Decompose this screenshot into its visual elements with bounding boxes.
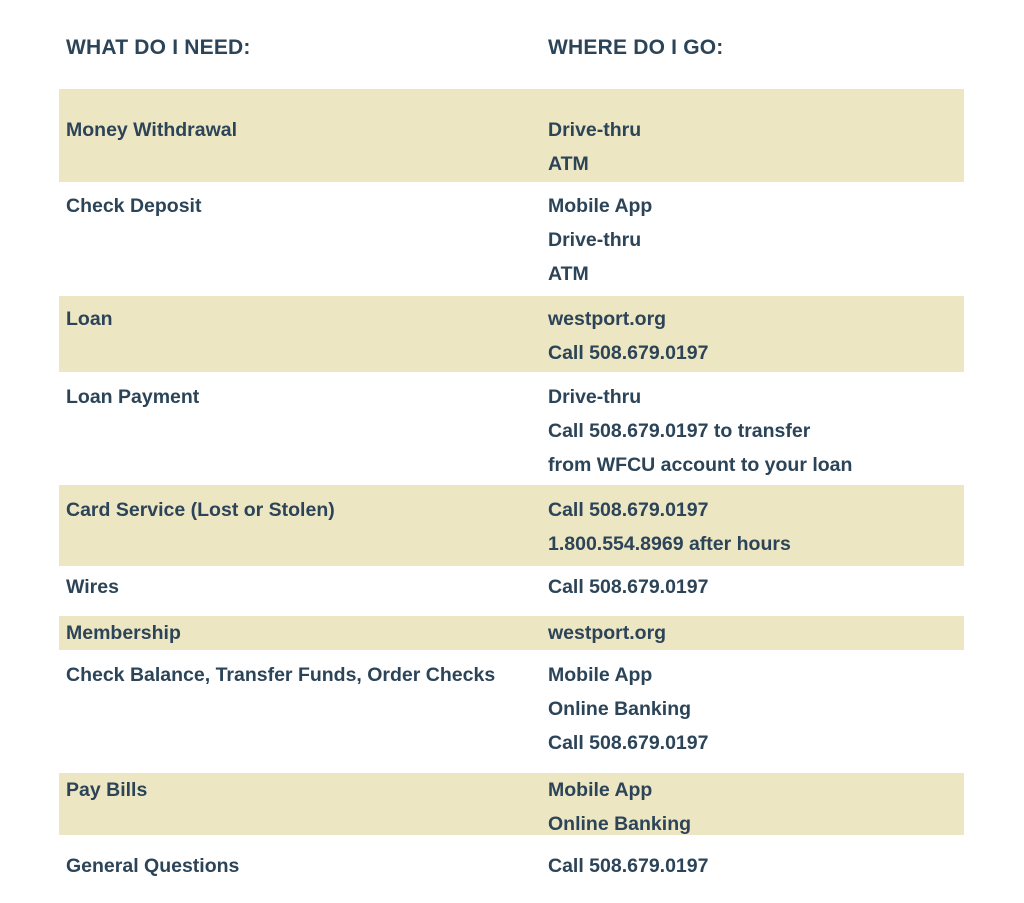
table-row	[59, 566, 964, 616]
need-cell: Loan Payment	[66, 386, 200, 408]
need-cell: Check Deposit	[66, 195, 202, 217]
go-line: Drive-thru	[548, 119, 642, 141]
go-cell	[548, 773, 964, 841]
go-line: Call 508.679.0197	[548, 342, 709, 364]
need-cell: Check Balance, Transfer Funds, Order Checks	[66, 664, 496, 686]
go-line: Call 508.679.0197	[548, 499, 709, 521]
table-row	[59, 773, 964, 835]
go-line: Mobile App	[548, 779, 653, 801]
go-line: Call 508.679.0197	[548, 576, 709, 598]
go-cell	[548, 113, 964, 181]
need-cell: Membership	[66, 622, 181, 644]
table-row	[59, 650, 964, 773]
go-cell	[548, 616, 964, 650]
go-cell	[548, 570, 964, 604]
table-row	[59, 296, 964, 372]
go-line: Online Banking	[548, 813, 692, 835]
go-line: ATM	[548, 263, 589, 285]
go-cell	[548, 493, 964, 561]
need-cell: Money Withdrawal	[66, 119, 238, 141]
go-line: Call 508.679.0197 to transfer	[548, 420, 811, 442]
table-row	[59, 616, 964, 650]
need-cell: Wires	[66, 576, 119, 598]
go-line: Mobile App	[548, 195, 653, 217]
go-line: Mobile App	[548, 664, 653, 686]
go-column-heading: WHERE DO I GO:	[548, 36, 724, 59]
table-row	[59, 89, 964, 182]
go-cell	[548, 849, 964, 883]
go-line: Drive-thru	[548, 229, 642, 251]
go-line: westport.org	[548, 308, 667, 330]
go-line: ATM	[548, 153, 589, 175]
services-table	[59, 89, 964, 883]
go-line: westport.org	[548, 622, 667, 644]
go-cell	[548, 380, 964, 482]
table-row	[59, 485, 964, 566]
go-line: Call 508.679.0197	[548, 855, 709, 877]
need-cell: Card Service (Lost or Stolen)	[66, 499, 335, 521]
table-row	[59, 835, 964, 883]
table-row	[59, 182, 964, 296]
go-cell	[548, 302, 964, 370]
go-line: Drive-thru	[548, 386, 642, 408]
go-line: from WFCU account to your loan	[548, 454, 853, 476]
go-cell	[548, 658, 964, 760]
need-column-heading: WHAT DO I NEED:	[66, 36, 251, 59]
go-line: 1.800.554.8969 after hours	[548, 533, 791, 555]
go-line: Online Banking	[548, 698, 692, 720]
go-cell	[548, 189, 964, 291]
go-line: Call 508.679.0197	[548, 732, 709, 754]
table-header	[0, 36, 1024, 66]
need-cell: General Questions	[66, 855, 240, 877]
need-cell: Pay Bills	[66, 779, 148, 801]
table-row	[59, 372, 964, 485]
need-cell: Loan	[66, 308, 113, 330]
